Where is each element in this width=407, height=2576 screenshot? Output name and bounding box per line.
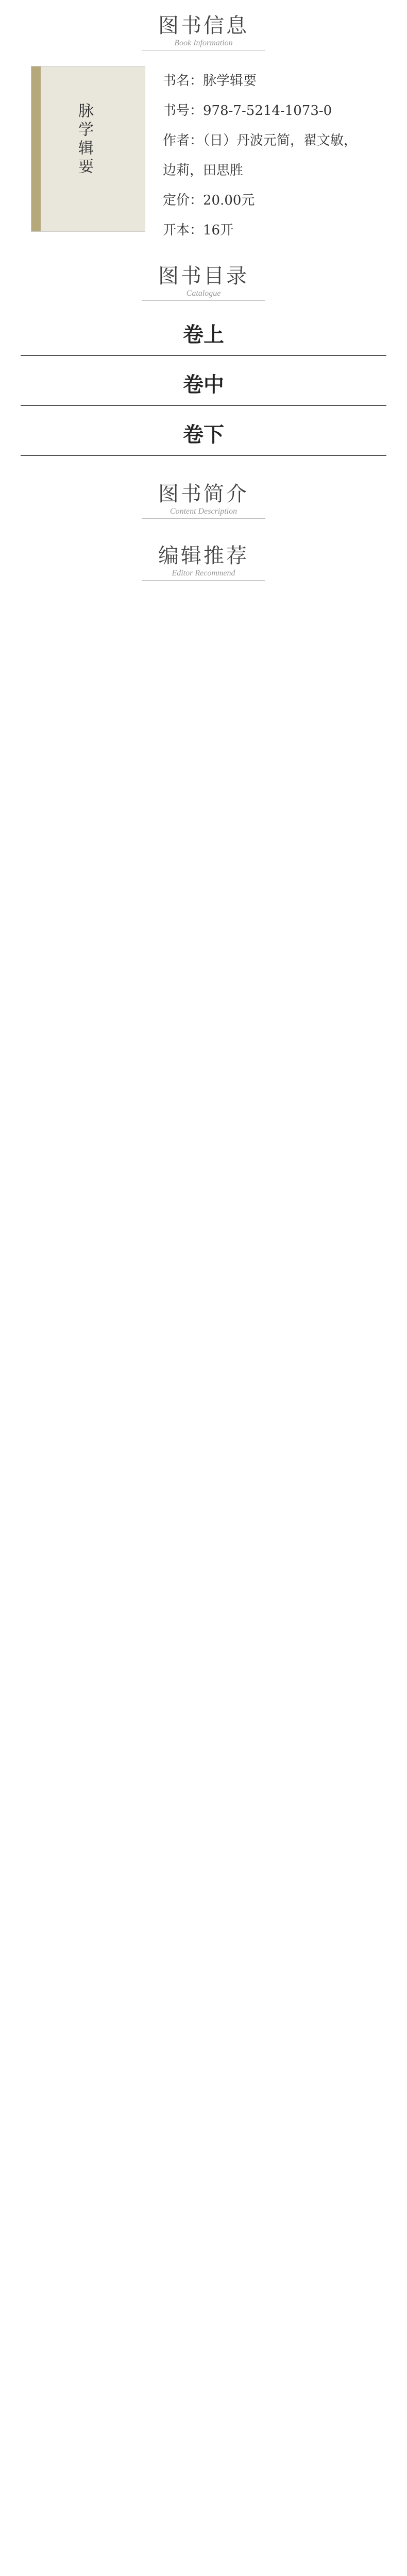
divider xyxy=(21,355,386,356)
volume-1-title: 卷上 xyxy=(183,323,224,347)
info-title: 图书信息 xyxy=(158,14,249,38)
rec-header xyxy=(0,539,407,581)
divider xyxy=(21,455,386,456)
field-price: 定价：20.00元 xyxy=(163,193,255,208)
volume-2-title: 卷中 xyxy=(183,372,224,397)
divider xyxy=(142,518,265,519)
book-cover xyxy=(31,66,145,232)
toc-subtitle: Catalogue xyxy=(186,289,221,298)
info-header xyxy=(0,9,407,50)
intro-header xyxy=(0,478,407,519)
intro-subtitle: Content Description xyxy=(169,507,238,516)
field-title: 书名：脉学辑要 xyxy=(163,73,257,89)
cover-title: 脉学辑要 xyxy=(75,103,93,177)
field-author-cont: 边莉，田思胜 xyxy=(163,163,244,178)
info-subtitle: Book Information xyxy=(174,39,233,47)
toc-title: 图书目录 xyxy=(158,264,249,288)
book-info xyxy=(0,50,407,250)
toc xyxy=(0,301,407,468)
rec-title: 编辑推荐 xyxy=(158,544,249,568)
divider xyxy=(21,405,386,406)
field-author: 作者：（日）丹波元简，翟文敏， xyxy=(163,133,358,148)
book-fields xyxy=(145,66,357,245)
toc-header xyxy=(0,260,407,301)
rec-subtitle: Editor Recommend xyxy=(172,569,235,578)
cover-spine xyxy=(31,66,41,231)
volume-3-title: 卷下 xyxy=(183,422,224,447)
divider xyxy=(142,580,265,581)
field-isbn: 书号：978-7-5214-1073-0 xyxy=(163,103,332,118)
field-format: 开本：16开 xyxy=(163,223,234,238)
intro-title: 图书简介 xyxy=(158,482,249,506)
